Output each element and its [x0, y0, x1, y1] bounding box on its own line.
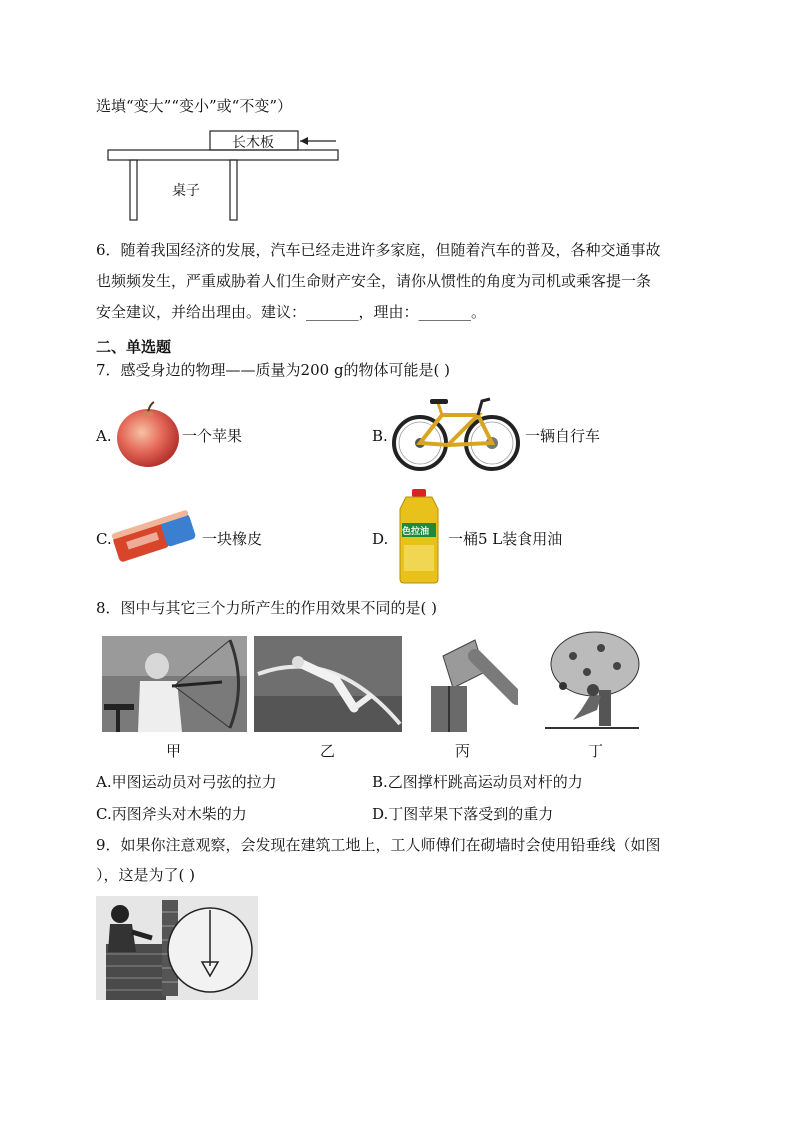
q5-tail-text: 选填“变大”“变小”或“不变”） — [96, 97, 293, 115]
apple-image — [114, 398, 182, 470]
q8-stem: 8．图中与其它三个力所产生的作用效果不同的是( ) — [96, 599, 438, 617]
caption-yi: 乙 — [320, 742, 336, 760]
section-title: 二、单选题 — [96, 338, 172, 356]
board-table-diagram — [100, 128, 340, 224]
q8-option-a: A.甲图运动员对弓弦的拉力 — [96, 773, 277, 791]
plumb-line-photo — [96, 896, 258, 1000]
table-leg-left — [130, 160, 137, 220]
q7-option-d-letter: D. — [372, 530, 389, 548]
oil-bottle-image — [392, 487, 446, 585]
q8-option-b: B.乙图撑杆跳高运动员对杆的力 — [372, 773, 583, 791]
eraser-image — [108, 505, 200, 569]
q7-option-a-text: 一个苹果 — [182, 427, 243, 445]
table-leg-right — [230, 160, 237, 220]
plumb-line-icon — [96, 896, 258, 1000]
table-label: 桌子 — [172, 183, 200, 199]
board-table-svg — [100, 128, 340, 224]
board-label: 长木板 — [232, 135, 274, 151]
bicycle-image — [390, 393, 522, 473]
q6-line2: 也频频发生，严重威胁着人们生命财产安全，请你从惯性的角度为司机或乘客提一条 — [96, 272, 652, 290]
pole-vault-icon — [254, 636, 402, 732]
q7-option-a-letter: A. — [96, 427, 112, 445]
q9-line2: ），这是为了( ) — [96, 866, 195, 884]
eraser-icon — [108, 505, 200, 569]
force-arrow-head — [300, 137, 308, 145]
q8-option-d: D.丁图苹果下落受到的重力 — [372, 805, 554, 823]
q9-line1: 9．如果你注意观察，会发现在建筑工地上，工人师傅们在砌墙时会使用铅垂线（如图 — [96, 836, 661, 854]
apple-tree-photo — [543, 630, 641, 732]
caption-bing: 丙 — [455, 742, 471, 760]
table-top — [108, 150, 338, 160]
caption-ding: 丁 — [588, 742, 604, 760]
apple-tree-icon — [543, 630, 641, 732]
bicycle-icon — [390, 393, 522, 473]
archer-icon — [102, 636, 247, 732]
q6-line1: 6．随着我国经济的发展，汽车已经走进许多家庭，但随着汽车的普及，各种交通事故 — [96, 241, 661, 259]
axe-icon — [413, 636, 518, 732]
q7-option-d-text: 一桶5 L装食用油 — [448, 530, 563, 548]
axe-photo — [413, 636, 518, 732]
q7-stem: 7．感受身边的物理——质量为200 g的物体可能是( ) — [96, 361, 451, 379]
apple-icon — [114, 398, 182, 470]
q7-option-b-text: 一辆自行车 — [525, 427, 601, 445]
caption-jia: 甲 — [166, 742, 182, 760]
q7-option-c-letter: C. — [96, 530, 112, 548]
oil-label: 色拉油 — [402, 527, 430, 537]
pole-vault-photo — [254, 636, 402, 732]
q8-option-c: C.丙图斧头对木柴的力 — [96, 805, 247, 823]
q7-option-c-text: 一块橡皮 — [202, 530, 263, 548]
archer-photo — [102, 636, 247, 732]
q6-line3: 安全建议，并给出理由。建议：_______，理由：_______。 — [96, 303, 487, 321]
q7-option-b-letter: B. — [372, 427, 388, 445]
